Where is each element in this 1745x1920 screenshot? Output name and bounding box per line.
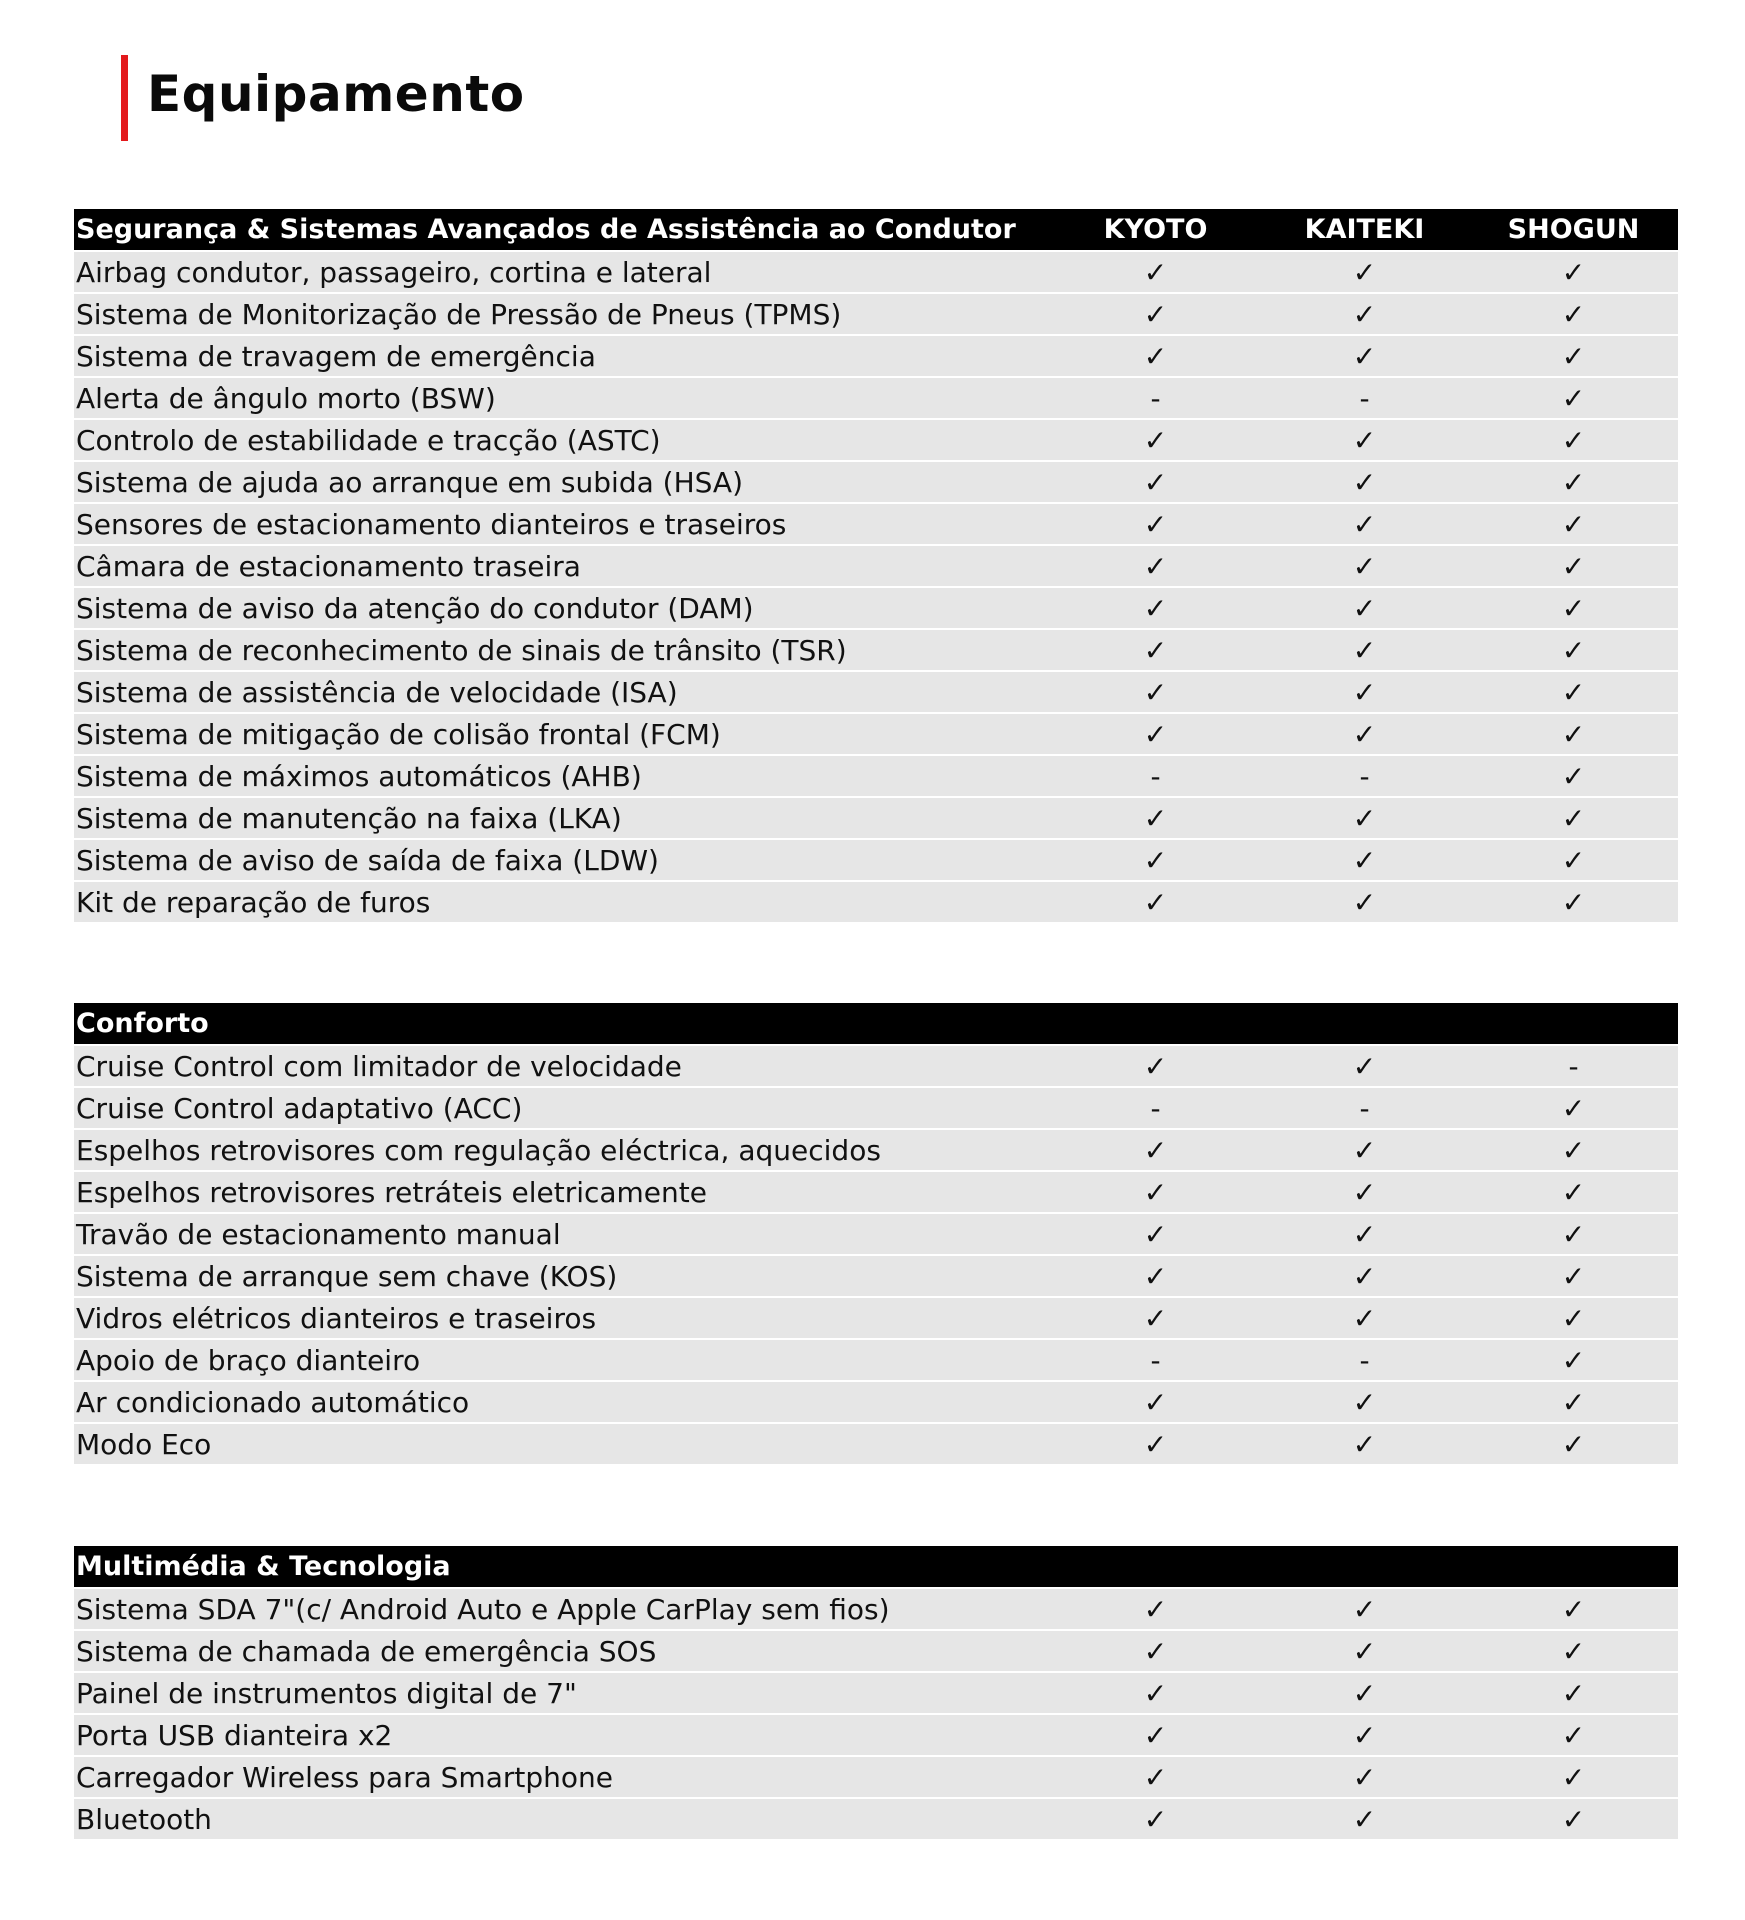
checkmark-icon: ✓	[1352, 1301, 1377, 1335]
not-available-dash: -	[1150, 1091, 1161, 1125]
feature-label: Apoio de braço dianteiro	[76, 1343, 421, 1377]
checkmark-icon: ✓	[1143, 339, 1168, 373]
checkmark-icon: ✓	[1561, 885, 1586, 919]
checkmark-icon: ✓	[1561, 1634, 1586, 1668]
table-row	[74, 1589, 1678, 1629]
feature-label: Sistema de máximos automáticos (AHB)	[76, 759, 642, 793]
feature-label: Controlo de estabilidade e tracção (ASTC)	[76, 423, 661, 457]
checkmark-icon: ✓	[1561, 1133, 1586, 1167]
checkmark-icon: ✓	[1143, 549, 1168, 583]
table-row	[74, 1256, 1678, 1296]
feature-label: Travão de estacionamento manual	[76, 1217, 561, 1251]
checkmark-icon: ✓	[1352, 885, 1377, 919]
checkmark-icon: ✓	[1143, 255, 1168, 289]
checkmark-icon: ✓	[1143, 1634, 1168, 1668]
table-row	[74, 546, 1678, 586]
checkmark-icon: ✓	[1561, 465, 1586, 499]
feature-list	[74, 1046, 1678, 1464]
section-title: Conforto	[76, 1008, 209, 1039]
feature-label: Sistema de mitigação de colisão frontal (FCM)	[76, 717, 721, 751]
not-available-dash: -	[1568, 1049, 1579, 1083]
table-row	[74, 1424, 1678, 1464]
checkmark-icon: ✓	[1352, 1049, 1377, 1083]
checkmark-icon: ✓	[1352, 591, 1377, 625]
column-header-kyoto: KYOTO	[1103, 214, 1208, 245]
checkmark-icon: ✓	[1352, 717, 1377, 751]
checkmark-icon: ✓	[1561, 1175, 1586, 1209]
checkmark-icon: ✓	[1352, 423, 1377, 457]
feature-label: Alerta de ângulo morto (BSW)	[76, 381, 496, 415]
checkmark-icon: ✓	[1143, 1259, 1168, 1293]
checkmark-icon: ✓	[1561, 843, 1586, 877]
checkmark-icon: ✓	[1143, 633, 1168, 667]
checkmark-icon: ✓	[1352, 1385, 1377, 1419]
section-header	[74, 1003, 1678, 1044]
checkmark-icon: ✓	[1143, 801, 1168, 835]
table-row	[74, 798, 1678, 838]
checkmark-icon: ✓	[1143, 1802, 1168, 1836]
section-multimedia	[74, 1546, 1678, 1839]
feature-label: Cruise Control adaptativo (ACC)	[76, 1091, 523, 1125]
feature-label: Espelhos retrovisores retráteis eletricamente	[76, 1175, 707, 1209]
title-accent-bar	[121, 55, 128, 141]
checkmark-icon: ✓	[1561, 1343, 1586, 1377]
checkmark-icon: ✓	[1352, 1760, 1377, 1794]
table-row	[74, 1715, 1678, 1755]
checkmark-icon: ✓	[1352, 465, 1377, 499]
checkmark-icon: ✓	[1561, 549, 1586, 583]
table-row	[74, 1340, 1678, 1380]
table-row	[74, 1799, 1678, 1839]
checkmark-icon: ✓	[1143, 591, 1168, 625]
checkmark-icon: ✓	[1561, 1217, 1586, 1251]
checkmark-icon: ✓	[1352, 1592, 1377, 1626]
checkmark-icon: ✓	[1352, 1718, 1377, 1752]
feature-label: Ar condicionado automático	[76, 1385, 470, 1419]
not-available-dash: -	[1150, 1343, 1161, 1377]
feature-label: Sistema de arranque sem chave (KOS)	[76, 1259, 618, 1293]
checkmark-icon: ✓	[1352, 339, 1377, 373]
checkmark-icon: ✓	[1143, 843, 1168, 877]
checkmark-icon: ✓	[1143, 507, 1168, 541]
checkmark-icon: ✓	[1561, 1592, 1586, 1626]
checkmark-icon: ✓	[1561, 1718, 1586, 1752]
feature-label: Bluetooth	[76, 1802, 212, 1836]
checkmark-icon: ✓	[1561, 297, 1586, 331]
checkmark-icon: ✓	[1561, 1259, 1586, 1293]
table-row	[74, 1673, 1678, 1713]
not-available-dash: -	[1150, 759, 1161, 793]
checkmark-icon: ✓	[1352, 1427, 1377, 1461]
feature-label: Sistema de chamada de emergência SOS	[76, 1634, 657, 1668]
table-row	[74, 588, 1678, 628]
checkmark-icon: ✓	[1561, 1802, 1586, 1836]
checkmark-icon: ✓	[1352, 1217, 1377, 1251]
table-row	[74, 756, 1678, 796]
checkmark-icon: ✓	[1352, 1634, 1377, 1668]
feature-label: Espelhos retrovisores com regulação eléctrica, aquecidos	[76, 1133, 881, 1167]
checkmark-icon: ✓	[1561, 1676, 1586, 1710]
feature-label: Sensores de estacionamento dianteiros e traseiros	[76, 507, 787, 541]
feature-label: Câmara de estacionamento traseira	[76, 549, 581, 583]
feature-label: Sistema SDA 7"(c/ Android Auto e Apple CarPlay sem fios)	[76, 1592, 890, 1626]
not-available-dash: -	[1359, 759, 1370, 793]
table-row	[74, 504, 1678, 544]
checkmark-icon: ✓	[1561, 591, 1586, 625]
table-row	[74, 462, 1678, 502]
not-available-dash: -	[1359, 381, 1370, 415]
feature-list	[74, 252, 1678, 922]
section-seguranca	[74, 209, 1678, 922]
checkmark-icon: ✓	[1143, 1049, 1168, 1083]
checkmark-icon: ✓	[1143, 297, 1168, 331]
checkmark-icon: ✓	[1352, 1133, 1377, 1167]
feature-label: Cruise Control com limitador de velocidade	[76, 1049, 682, 1083]
checkmark-icon: ✓	[1352, 1802, 1377, 1836]
table-row	[74, 1172, 1678, 1212]
checkmark-icon: ✓	[1143, 1676, 1168, 1710]
feature-label: Sistema de reconhecimento de sinais de trânsito (TSR)	[76, 633, 847, 667]
not-available-dash: -	[1359, 1091, 1370, 1125]
table-row	[74, 378, 1678, 418]
section-header	[74, 209, 1678, 250]
checkmark-icon: ✓	[1143, 1133, 1168, 1167]
checkmark-icon: ✓	[1352, 549, 1377, 583]
feature-label: Sistema de ajuda ao arranque em subida (HSA)	[76, 465, 743, 499]
table-row	[74, 714, 1678, 754]
checkmark-icon: ✓	[1561, 759, 1586, 793]
feature-label: Sistema de manutenção na faixa (LKA)	[76, 801, 622, 835]
feature-list	[74, 1589, 1678, 1839]
table-row	[74, 672, 1678, 712]
checkmark-icon: ✓	[1352, 297, 1377, 331]
checkmark-icon: ✓	[1352, 843, 1377, 877]
checkmark-icon: ✓	[1143, 1718, 1168, 1752]
feature-label: Modo Eco	[76, 1427, 212, 1461]
table-row	[74, 1130, 1678, 1170]
section-title: Segurança & Sistemas Avançados de Assistência ao Condutor	[76, 214, 1016, 245]
feature-label: Sistema de aviso de saída de faixa (LDW)	[76, 843, 659, 877]
table-row	[74, 252, 1678, 292]
section-header	[74, 1546, 1678, 1587]
feature-label: Porta USB dianteira x2	[76, 1718, 393, 1752]
checkmark-icon: ✓	[1561, 339, 1586, 373]
checkmark-icon: ✓	[1561, 801, 1586, 835]
checkmark-icon: ✓	[1143, 675, 1168, 709]
checkmark-icon: ✓	[1143, 1592, 1168, 1626]
table-row	[74, 1046, 1678, 1086]
table-row	[74, 294, 1678, 334]
checkmark-icon: ✓	[1143, 1760, 1168, 1794]
table-row	[74, 630, 1678, 670]
checkmark-icon: ✓	[1561, 1427, 1586, 1461]
table-row	[74, 1631, 1678, 1671]
feature-label: Carregador Wireless para Smartphone	[76, 1760, 613, 1794]
table-row	[74, 336, 1678, 376]
checkmark-icon: ✓	[1352, 675, 1377, 709]
not-available-dash: -	[1359, 1343, 1370, 1377]
checkmark-icon: ✓	[1561, 507, 1586, 541]
checkmark-icon: ✓	[1143, 1427, 1168, 1461]
feature-label: Sistema de Monitorização de Pressão de Pneus (TPMS)	[76, 297, 842, 331]
checkmark-icon: ✓	[1143, 423, 1168, 457]
checkmark-icon: ✓	[1143, 1175, 1168, 1209]
checkmark-icon: ✓	[1143, 1301, 1168, 1335]
checkmark-icon: ✓	[1561, 1760, 1586, 1794]
checkmark-icon: ✓	[1352, 507, 1377, 541]
checkmark-icon: ✓	[1352, 633, 1377, 667]
checkmark-icon: ✓	[1561, 1385, 1586, 1419]
table-row	[74, 420, 1678, 460]
feature-label: Kit de reparação de furos	[76, 885, 431, 919]
checkmark-icon: ✓	[1143, 885, 1168, 919]
feature-label: Sistema de travagem de emergência	[76, 339, 596, 373]
checkmark-icon: ✓	[1561, 1091, 1586, 1125]
feature-label: Sistema de aviso da atenção do condutor (DAM)	[76, 591, 754, 625]
table-row	[74, 1088, 1678, 1128]
checkmark-icon: ✓	[1352, 801, 1377, 835]
checkmark-icon: ✓	[1561, 255, 1586, 289]
not-available-dash: -	[1150, 381, 1161, 415]
column-header-shogun: SHOGUN	[1507, 214, 1640, 245]
checkmark-icon: ✓	[1561, 675, 1586, 709]
checkmark-icon: ✓	[1352, 255, 1377, 289]
feature-label: Sistema de assistência de velocidade (ISA)	[76, 675, 678, 709]
checkmark-icon: ✓	[1561, 1301, 1586, 1335]
checkmark-icon: ✓	[1561, 381, 1586, 415]
checkmark-icon: ✓	[1561, 717, 1586, 751]
checkmark-icon: ✓	[1561, 423, 1586, 457]
feature-label: Painel de instrumentos digital de 7"	[76, 1676, 577, 1710]
section-conforto	[74, 1003, 1678, 1464]
column-header-kaiteki: KAITEKI	[1304, 214, 1425, 245]
table-row	[74, 1757, 1678, 1797]
page-title: Equipamento	[147, 65, 525, 123]
table-row	[74, 1382, 1678, 1422]
table-row	[74, 882, 1678, 922]
checkmark-icon: ✓	[1352, 1676, 1377, 1710]
table-row	[74, 1214, 1678, 1254]
checkmark-icon: ✓	[1143, 1217, 1168, 1251]
checkmark-icon: ✓	[1352, 1259, 1377, 1293]
checkmark-icon: ✓	[1143, 1385, 1168, 1419]
table-row	[74, 1298, 1678, 1338]
feature-label: Vidros elétricos dianteiros e traseiros	[76, 1301, 597, 1335]
checkmark-icon: ✓	[1352, 1175, 1377, 1209]
table-row	[74, 840, 1678, 880]
section-title: Multimédia & Tecnologia	[76, 1551, 451, 1582]
checkmark-icon: ✓	[1143, 717, 1168, 751]
feature-label: Airbag condutor, passageiro, cortina e lateral	[76, 255, 712, 289]
checkmark-icon: ✓	[1143, 465, 1168, 499]
checkmark-icon: ✓	[1561, 633, 1586, 667]
